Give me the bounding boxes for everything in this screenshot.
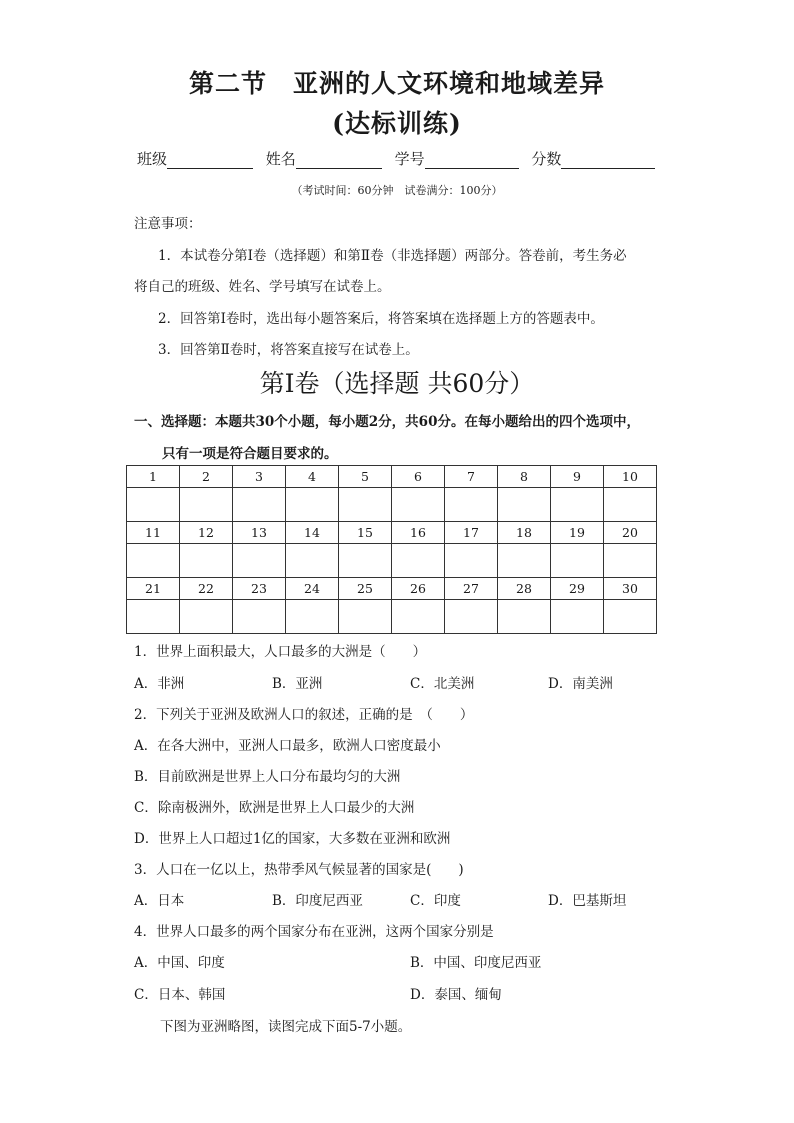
question-number-cell: 5	[339, 466, 392, 488]
q2-option-c: C．除南极洲外，欧洲是世界上人口最少的大洲	[134, 800, 415, 816]
answer-cell[interactable]	[498, 544, 551, 578]
question-3-stem: 3．人口在一亿以上，热带季风气候显著的国家是( )	[134, 862, 464, 878]
exam-meta: （考试时间：60分钟 试卷满分：100分）	[291, 184, 503, 197]
answer-cell[interactable]	[127, 544, 180, 578]
score-label: 分数	[531, 150, 562, 168]
student-info-row	[137, 148, 663, 169]
grid-number-row	[127, 466, 657, 488]
grid-answer-row	[127, 544, 657, 578]
answer-cell[interactable]	[551, 488, 604, 522]
answer-cell[interactable]	[286, 544, 339, 578]
question-number-cell: 11	[127, 522, 180, 544]
name-label: 姓名	[265, 150, 296, 168]
question-number-cell: 25	[339, 578, 392, 600]
q4-option-a: A．中国、印度	[134, 955, 225, 971]
answer-cell[interactable]	[233, 488, 286, 522]
answer-cell[interactable]	[180, 600, 233, 634]
question-number-cell: 20	[604, 522, 657, 544]
question-4-stem: 4．世界人口最多的两个国家分布在亚洲，这两个国家分别是	[134, 924, 494, 940]
question-1-stem: 1．世界上面积最大，人口最多的大洲是（ ）	[134, 644, 427, 660]
question-number-cell: 7	[445, 466, 498, 488]
answer-cell[interactable]	[445, 600, 498, 634]
answer-cell[interactable]	[392, 600, 445, 634]
question-number-cell: 24	[286, 578, 339, 600]
q2-option-a: A．在各大洲中，亚洲人口最多，欧洲人口密度最小	[134, 738, 441, 754]
question-2-stem: 2．下列关于亚洲及欧洲人口的叙述，正确的是 （ ）	[134, 707, 474, 723]
question-number-cell: 30	[604, 578, 657, 600]
answer-cell[interactable]	[392, 544, 445, 578]
class-blank[interactable]	[167, 152, 253, 169]
question-number-cell: 26	[392, 578, 445, 600]
notes-heading: 注意事项：	[134, 216, 202, 232]
question-number-cell: 22	[180, 578, 233, 600]
score-blank[interactable]	[561, 152, 655, 169]
question-number-cell: 6	[392, 466, 445, 488]
q3-option-c: C．印度	[410, 893, 461, 909]
q1-option-d: D．南美洲	[548, 676, 613, 692]
question-number-cell: 14	[286, 522, 339, 544]
answer-cell[interactable]	[445, 544, 498, 578]
question-number-cell: 1	[127, 466, 180, 488]
q4-option-d: D．泰国、缅甸	[410, 987, 502, 1003]
question-number-cell: 10	[604, 466, 657, 488]
q3-option-b: B．印度尼西亚	[272, 893, 363, 909]
question-number-cell: 23	[233, 578, 286, 600]
answer-cell[interactable]	[127, 600, 180, 634]
question-number-cell: 29	[551, 578, 604, 600]
question-number-cell: 9	[551, 466, 604, 488]
grid-answer-row	[127, 600, 657, 634]
question-number-cell: 18	[498, 522, 551, 544]
question-number-cell: 21	[127, 578, 180, 600]
question-number-cell: 19	[551, 522, 604, 544]
answer-cell[interactable]	[392, 488, 445, 522]
answer-cell[interactable]	[339, 600, 392, 634]
grid-number-row	[127, 578, 657, 600]
section-title: 第Ⅰ卷（选择题 共60分）	[259, 369, 535, 398]
question-number-cell: 4	[286, 466, 339, 488]
question-number-cell: 27	[445, 578, 498, 600]
answer-cell[interactable]	[551, 600, 604, 634]
q4-option-c: C．日本、韩国	[134, 987, 226, 1003]
answer-cell[interactable]	[498, 600, 551, 634]
answer-cell[interactable]	[233, 544, 286, 578]
question-number-cell: 15	[339, 522, 392, 544]
question-number-cell: 28	[498, 578, 551, 600]
question-number-cell: 13	[233, 522, 286, 544]
student-id-blank[interactable]	[425, 152, 519, 169]
grid-answer-row	[127, 488, 657, 522]
q1-option-c: C．北美洲	[410, 676, 475, 692]
answer-cell[interactable]	[339, 544, 392, 578]
answer-cell[interactable]	[286, 488, 339, 522]
q3-option-d: D．巴基斯坦	[548, 893, 627, 909]
question-number-cell: 16	[392, 522, 445, 544]
answer-cell[interactable]	[180, 544, 233, 578]
answer-cell[interactable]	[604, 600, 657, 634]
answer-grid	[126, 465, 657, 634]
page-subtitle: (达标训练)	[332, 109, 462, 138]
note-item-1-cont: 将自己的班级、姓名、学号填写在试卷上。	[134, 279, 391, 295]
question-number-cell: 3	[233, 466, 286, 488]
question-number-cell: 12	[180, 522, 233, 544]
answer-cell[interactable]	[498, 488, 551, 522]
q4-option-b: B．中国、印度尼西亚	[410, 955, 542, 971]
note-item-2: 2．回答第Ⅰ卷时，选出每小题答案后，将答案填在选择题上方的答题表中。	[158, 311, 604, 327]
q1-option-b: B．亚洲	[272, 676, 323, 692]
q2-option-d: D．世界上人口超过1亿的国家，大多数在亚洲和欧洲	[134, 831, 451, 847]
answer-cell[interactable]	[339, 488, 392, 522]
question-number-cell: 17	[445, 522, 498, 544]
q3-option-a: A．日本	[134, 893, 185, 909]
answer-cell[interactable]	[551, 544, 604, 578]
instructions-line-2: 只有一项是符合题目要求的。	[162, 446, 338, 462]
q2-option-b: B．目前欧洲是世界上人口分布最均匀的大洲	[134, 769, 401, 785]
note-item-3: 3．回答第Ⅱ卷时，将答案直接写在试卷上。	[158, 342, 419, 358]
grid-number-row	[127, 522, 657, 544]
page-title: 第二节 亚洲的人文环境和地域差异	[188, 69, 605, 98]
question-number-cell: 2	[180, 466, 233, 488]
student-id-label: 学号	[394, 150, 425, 168]
answer-cell[interactable]	[127, 488, 180, 522]
question-number-cell: 8	[498, 466, 551, 488]
answer-cell[interactable]	[604, 488, 657, 522]
answer-cell[interactable]	[445, 488, 498, 522]
class-label: 班级	[137, 150, 168, 168]
name-blank[interactable]	[296, 152, 382, 169]
answer-cell[interactable]	[180, 488, 233, 522]
answer-cell[interactable]	[604, 544, 657, 578]
instructions-line-1: 一、选择题：本题共30个小题，每小题2分，共60分。在每小题给出的四个选项中，	[134, 414, 640, 430]
q1-option-a: A．非洲	[134, 676, 185, 692]
map-intro: 下图为亚洲略图，读图完成下面5-7小题。	[160, 1019, 412, 1035]
answer-cell[interactable]	[233, 600, 286, 634]
note-item-1: 1．本试卷分第Ⅰ卷（选择题）和第Ⅱ卷（非选择题）两部分。答卷前，考生务必	[158, 248, 627, 264]
answer-cell[interactable]	[286, 600, 339, 634]
